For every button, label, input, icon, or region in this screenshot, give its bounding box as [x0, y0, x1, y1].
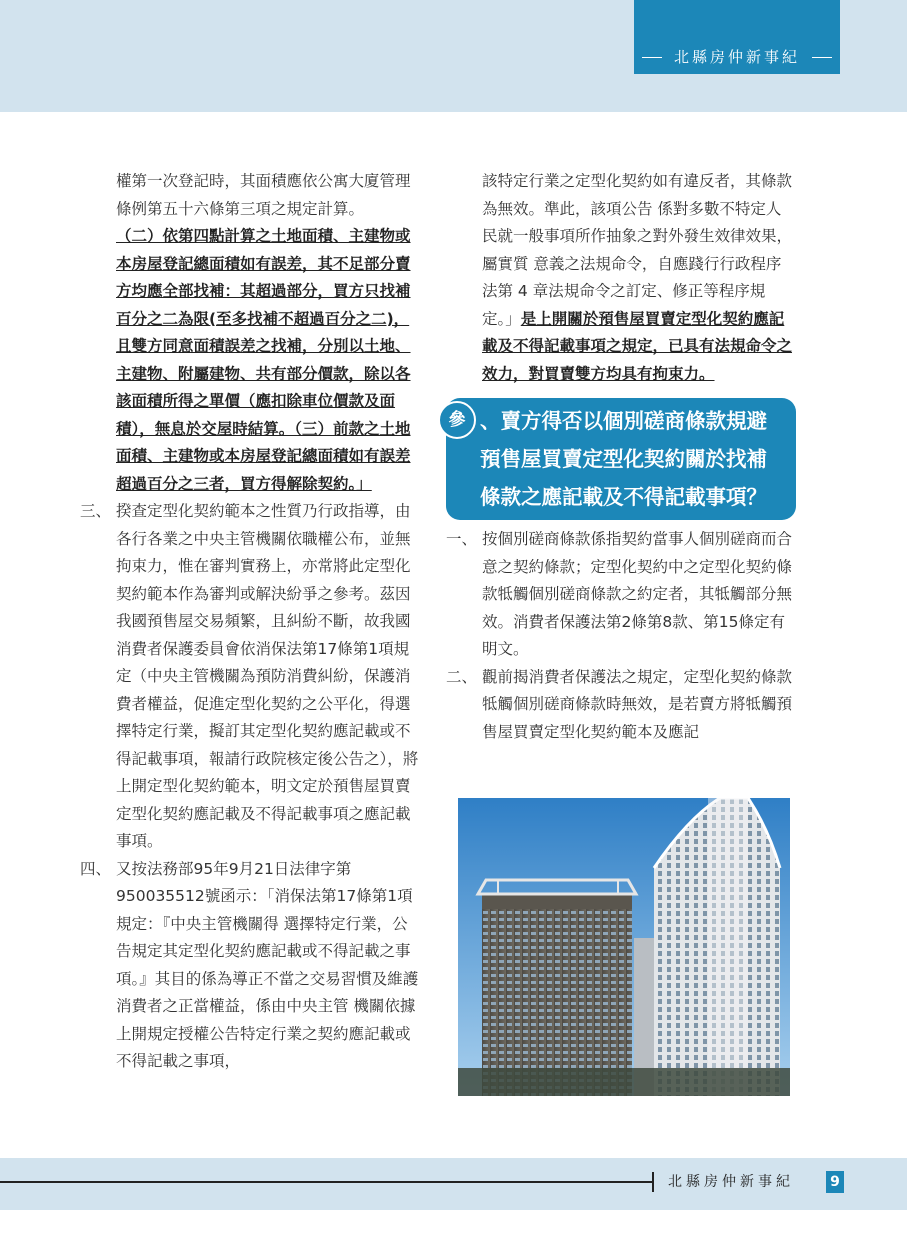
right-column [446, 168, 796, 746]
header-tab [634, 0, 840, 74]
list-item [80, 498, 420, 856]
list-item-text: 觀前揭消費者保護法之規定，定型化契約條款牴觸個別磋商條款時無效，是若賣方將牴觸預售屋買賣定型化契約範本及應記 [482, 667, 793, 741]
list-item [446, 664, 796, 747]
list-item-number: 四、 [80, 859, 112, 878]
list-item [80, 856, 420, 1076]
page-number: 9 [826, 1171, 844, 1193]
left-bold-clause: （二）依第四點計算之土地面積、主建物或本房屋登記總面積如有誤差，其不足部分賣方均應全部找補：其超過部分，買方只找補百分之二為限(至多找補不超過百分之二)，且雙方同意面積誤差之找補，分別以土地、主建物、附屬建物、共有部分價款，除以各該面積所得之單價（應扣除車位價款及面積），無息於交屋時結算。（三）前款之土地面積、主建物或本房屋登記總面積如有誤差超過百分之三者，買方得解除契約。」 [116, 227, 411, 493]
header-title: 北縣房仲新事紀 [673, 48, 800, 66]
list-item-text: 又按法務部95年9月21日法律字第950035512號函示：「消保法第17條第1項規定：『中央主管機關得 選擇特定行業，公告規定其定型化契約應記載或不得記載之事項。』其目的係為導正不當之交易習慣及維護消費者之正當權益，係由中央主管 機關依據上開規定授權公告特定行業之契約應記載或不得記載之事項， [116, 859, 419, 1070]
list-item-text: 按個別磋商條款係指契約當事人個別磋商而合意之契約條款；定型化契約中之定型化契約條款牴觸個別磋商條款之約定者，其牴觸部分無效。消費者保護法第2條第8款、第15條定有明文。 [482, 530, 793, 658]
section-badge: 參 [438, 401, 476, 439]
right-continued-bold: 是上開關於預售屋買賣定型化契約應記載及不得記載事項之規定，已具有法規命令之效力，對買賣雙方均具有拘束力。 [482, 309, 793, 383]
dark-tower [478, 880, 636, 1096]
section-heading [446, 398, 796, 520]
list-item-number: 二、 [446, 667, 478, 686]
right-continued-paragraph [446, 168, 796, 388]
building-photo [458, 798, 790, 1096]
left-intro-text: 權第一次登記時，其面積應依公寓大廈管理條例第五十六條第三項之規定計算。 [116, 172, 411, 218]
footer-tick [652, 1172, 654, 1192]
footer-title: 北縣房仲新事紀 [668, 1174, 794, 1190]
right-continued-text: 該特定行業之定型化契約如有違反者，其條款為無效。準此，該項公告 係對多數不特定人民就一般事項所作抽象之對外發生效律效果，屬實質 意義之法規命令，自應踐行行政程序法第 4 章法規命令之訂定、修正等程序規定。」 [482, 172, 793, 328]
header-tab-line-right [812, 57, 832, 58]
list-item-number: 一、 [446, 530, 478, 548]
white-tower [654, 798, 780, 1096]
footer-rule [0, 1181, 652, 1183]
list-item [446, 526, 796, 664]
list-item-number: 三、 [80, 502, 112, 520]
section-title: 、賣方得否以個別磋商條款規避預售屋買賣定型化契約關於找補條款之應記載及不得記載事項？ [480, 409, 767, 509]
list-item-text: 揆查定型化契約範本之性質乃行政指導，由各行各業之中央主管機關依職權公布，並無拘束力，惟在審判實務上，亦常將此定型化契約範本作為審判或解決紛爭之參考。茲因我國預售屋交易頻繁，且糾紛不斷，故我國消費者保護委員會依消保法第17條第1項規定（中央主管機關為預防消費糾紛，保護消費者權益，促進定型化契約之公平化，得選擇特定行業，擬訂其定型化契約應記載或不得記載事項，報請行政院核定後公告之），將上開定型化契約範本，明文定於預售屋買賣定型化契約應記載及不得記載事項之應記載事項。 [116, 502, 419, 850]
left-column [80, 168, 420, 1076]
